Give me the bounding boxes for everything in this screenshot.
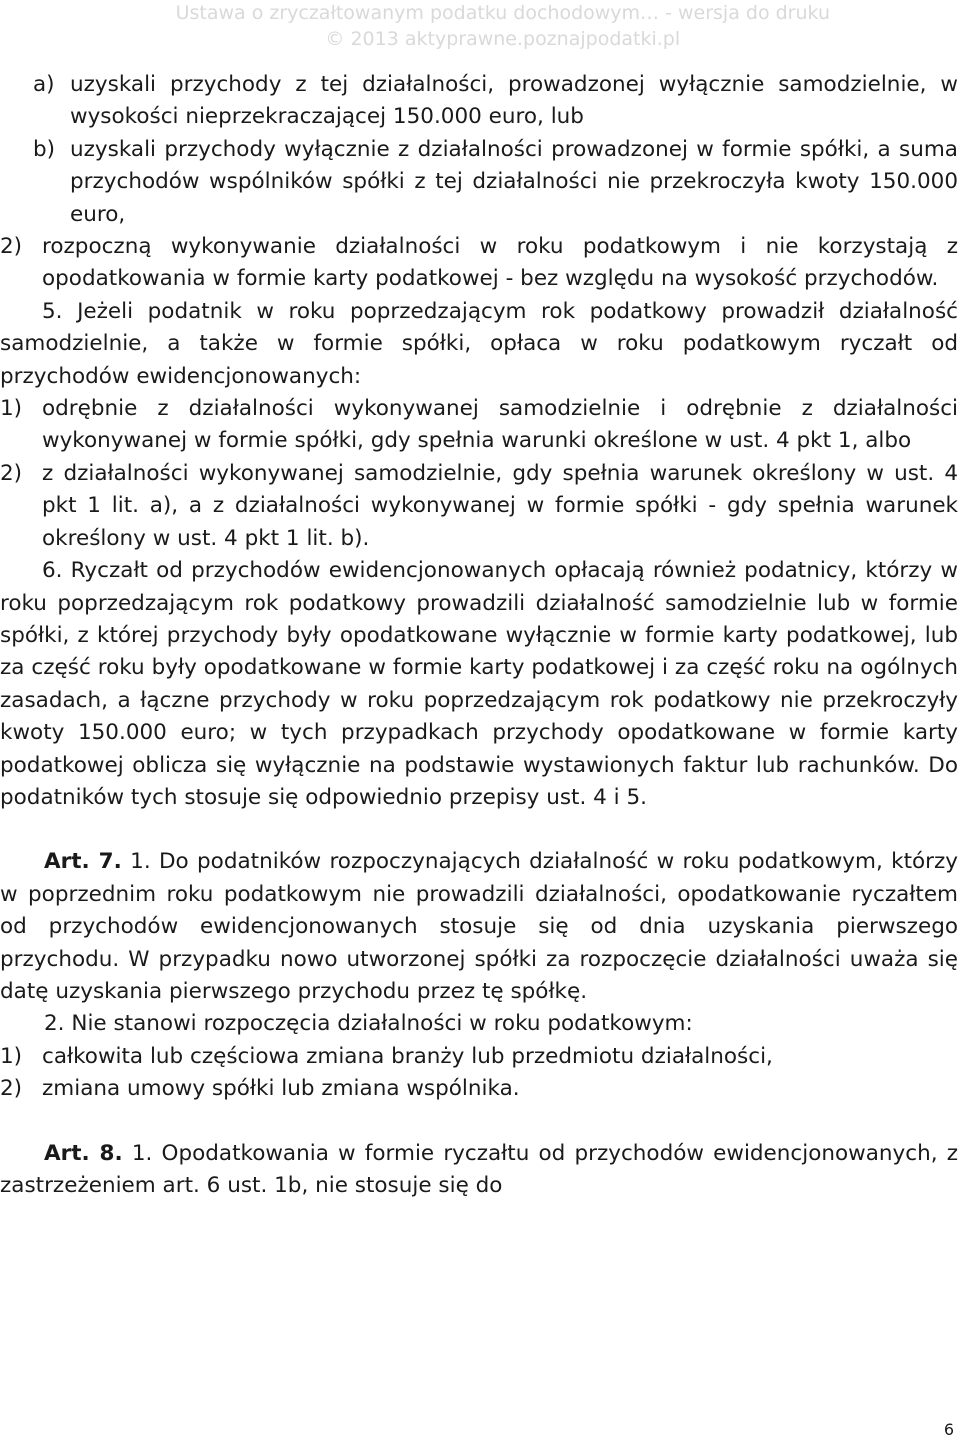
article-7: [0, 846, 958, 1008]
paragraph-number: 1.: [131, 1140, 153, 1166]
list-label: 2): [0, 460, 23, 486]
paragraph-text: Nie stanowi rozpoczęcia działalności w roku podatkowym:: [71, 1011, 693, 1037]
header-title: Ustawa o zryczałtowanym podatku dochodowym… - wersja do druku: [175, 2, 830, 24]
list-item-2: [0, 458, 958, 555]
paragraph-number: 2.: [44, 1011, 65, 1037]
list-text: uzyskali przychody z tej działalności, prowadzonej wyłącznie samodzielnie, w wysokości nieprzekraczającej 150.000 euro, lub: [70, 72, 958, 130]
paragraph-ust-6: [0, 555, 958, 814]
list-text: odrębnie z działalności wykonywanej samodzielnie i odrębnie z działalności wykonywanej w formie spółki, gdy spełnia warunki określone w ust. 4 pkt 1, albo: [42, 396, 958, 454]
list-text: uzyskali przychody wyłącznie z działalności prowadzonej w formie spółki, a suma przychodów wspólników spółki z tej działalności nie przekroczyła kwoty 150.000 euro,: [70, 136, 958, 227]
list-item-2: [0, 231, 958, 296]
paragraph-number: 5.: [42, 298, 63, 324]
list-item-1: [0, 393, 958, 458]
article-heading: Art. 7.: [44, 849, 122, 875]
list-item-b: [0, 134, 958, 231]
list-label: 2): [0, 234, 23, 260]
paragraph-text: Ryczałt od przychodów ewidencjonowanych opłacają również podatnicy, którzy w roku poprzedzającym rok podatkowy prowadzili działalność samodzielnie lub w formie spółki, z której przychody były opodatkowane wyłącznie w formie karty podatkowej, lub za część roku były opodatkowane w formie karty podatkowej i za część roku na ogólnych zasadach, a łączne przychody w roku poprzedzającym rok podatkowy nie przekroczyły kwoty 150.000 euro; w tych przypadkach przychody opodatkowane w formie karty podatkowej oblicza się wyłącznie na podstawie wystawionych faktur lub rachunków. Do podatników tych stosuje się odpowiednio przepisy ust. 4 i 5.: [0, 558, 958, 810]
list-label: 1): [0, 396, 23, 422]
document-body: [0, 69, 958, 1202]
list-label: 1): [0, 1043, 23, 1069]
paragraph-text: Jeżeli podatnik w roku poprzedzającym rok podatkowy prowadził działalność samodzielnie, a także w formie spółki, opłaca w roku podatkowym ryczałt od przychodów ewidencjonowanych:: [0, 298, 958, 389]
paragraph-number: 1.: [130, 849, 151, 875]
page-number: 6: [943, 1420, 954, 1439]
list-label: 2): [0, 1076, 23, 1102]
print-header: [176, 0, 830, 52]
list-label: a): [33, 72, 55, 97]
list-text: całkowita lub częściowa zmiana branży lub przedmiotu działalności,: [42, 1043, 773, 1069]
article-8: [0, 1138, 958, 1203]
paragraph-ust-5: [0, 296, 958, 393]
paragraph-text: Do podatników rozpoczynających działalność w roku podatkowym, którzy w poprzednim roku podatkowym nie prowadzili działalności, opodatkowanie ryczałtem od przychodów ewidencjonowanych stosuje się od dnia uzyskania pierwszego przychodu. W przypadku nowo utworzonej spółki za rozpoczęcie działalności uważa się datę uzyskania pierwszego przychodu przez tę spółkę.: [0, 849, 958, 1004]
list-text: zmiana umowy spółki lub zmiana wspólnika.: [42, 1076, 520, 1102]
paragraph-ust-2: [0, 1008, 958, 1040]
paragraph-text: Opodatkowania w formie ryczałtu od przychodów ewidencjonowanych, z zastrzeżeniem art. 6 ust. 1b, nie stosuje się do: [0, 1140, 958, 1198]
list-item-1: [0, 1041, 958, 1073]
header-copyright: © 2013 aktyprawne.poznajpodatki.pl: [325, 28, 681, 50]
list-label: b): [33, 136, 56, 162]
list-text: rozpoczną wykonywanie działalności w roku podatkowym i nie korzystają z opodatkowania w formie karty podatkowej - bez względu na wysokość przychodów.: [42, 234, 958, 292]
list-text: z działalności wykonywanej samodzielnie, gdy spełnia warunek określony w ust. 4 pkt 1 lit. a), a z działalności wykonywanej w formie spółki - gdy spełnia warunek określony w ust. 4 pkt 1 lit. b).: [42, 460, 958, 551]
article-heading: Art. 8.: [44, 1140, 123, 1166]
paragraph-number: 6.: [42, 558, 63, 584]
list-item-2: [0, 1073, 958, 1105]
list-item-a: [0, 69, 958, 134]
